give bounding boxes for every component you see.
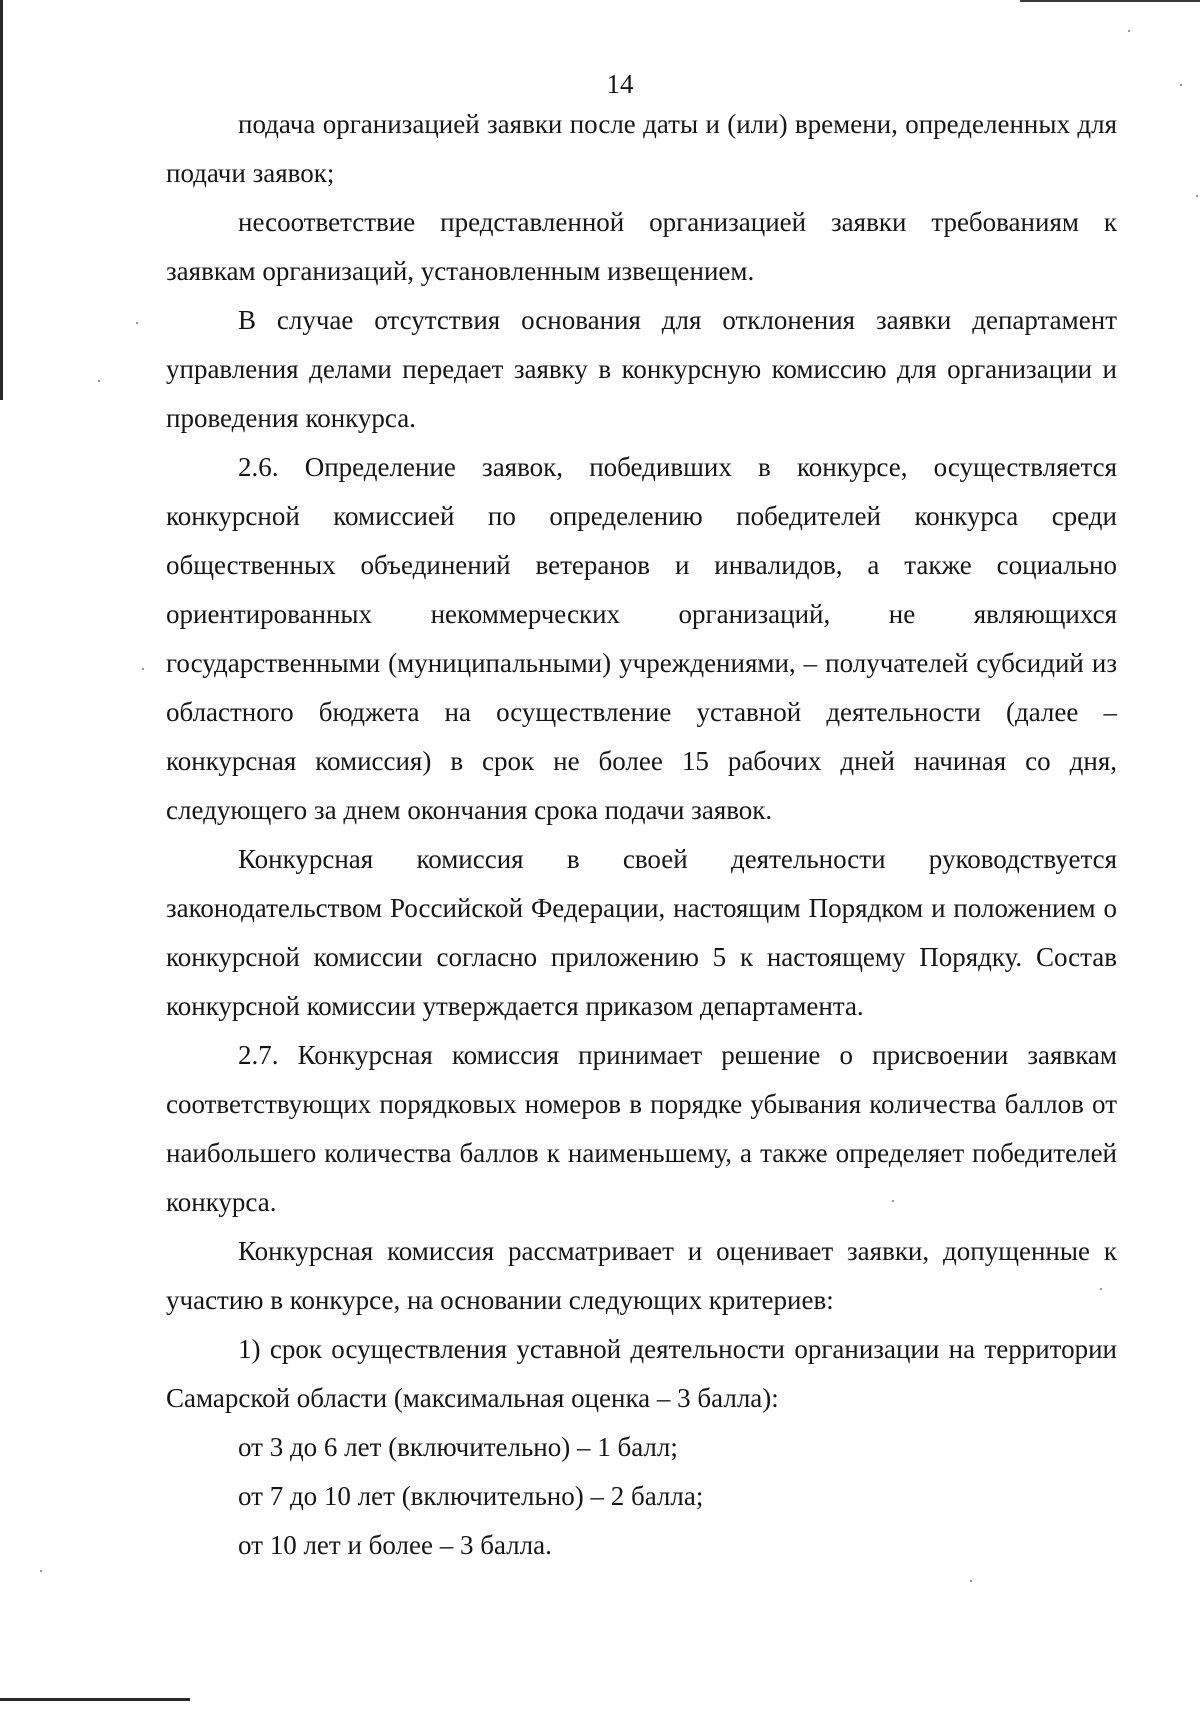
paragraph: 1) срок осуществления уставной деятельности организации на территории Самарской области (максимальная оценка – 3 балла): [166,1334,1117,1413]
paragraph: 2.7. Конкурсная комиссия принимает решение о присвоении заявкам соответствующих порядковых номеров в порядке убывания количества баллов от наибольшего количества баллов к наименьшему, а также определяет победителей конкурса. [166,1040,1117,1217]
page-number: 14 [606,69,634,99]
paragraph: В случае отсутствия основания для отклонения заявки департамент управления делами передает заявку в конкурсную комиссию для организации и проведения конкурса. [166,305,1117,433]
scan-speck [142,668,144,670]
scan-speck [1128,30,1130,32]
list-item: от 7 до 10 лет (включительно) – 2 балла; [238,1481,704,1511]
scan-speck [970,1580,972,1582]
paragraph: Конкурсная комиссия в своей деятельности руководствуется законодательством Российской Федерации, настоящим Порядком и положением о конкурсной комиссии согласно приложению 5 к настоящему Порядку. Состав конкурсной комиссии утверждается приказом департамента. [166,844,1117,1021]
list-item: от 3 до 6 лет (включительно) – 1 балл; [238,1432,678,1462]
scan-edge-top [1020,0,1200,2]
document-body [166,100,1117,1570]
paragraph: Конкурсная комиссия рассматривает и оценивает заявки, допущенные к участию в конкурсе, на основании следующих критериев: [166,1236,1117,1315]
paragraph: подача организацией заявки после даты и (или) времени, определенных для подачи заявок; [166,109,1117,188]
scan-edge-bottom [0,1698,190,1701]
paragraph: 2.6. Определение заявок, победивших в конкурсе, осуществляется конкурсной комиссией по определению победителей конкурса среди общественных объединений ветеранов и инвалидов, а также социально ориентированных некоммерческих организаций, не являющихся государственными (муниципальными) учреждениями, – получателей субсидий из областного бюджета на осуществление уставной деятельности (далее – конкурсная комиссия) в срок не более 15 рабочих дней начиная со дня, следующего за днем окончания срока подачи заявок. [166,452,1117,825]
scan-speck [98,380,100,382]
paragraph: несоответствие представленной организацией заявки требованиям к заявкам организаций, установленным извещением. [166,207,1117,286]
scan-speck [1196,195,1198,197]
scan-speck [136,322,138,324]
scan-speck [40,1570,42,1572]
list-item: от 10 лет и более – 3 балла. [238,1530,552,1560]
scan-edge-left [0,0,3,400]
